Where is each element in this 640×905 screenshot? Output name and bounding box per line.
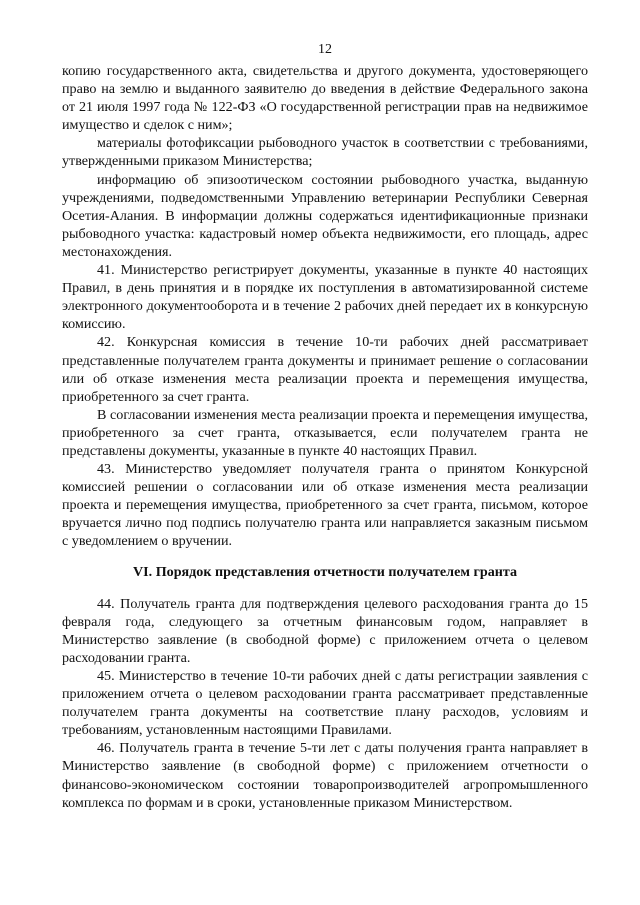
paragraph-refusal: В согласовании изменения места реализации проекта и перемещения имущества, приобретенного за счет гранта, отказывается, если получателем гранта не представлены документы, указанные в пункте 40 настоящих Правил. bbox=[62, 406, 588, 459]
paragraph-42: 42. Конкурсная комиссия в течение 10-ти рабочих дней рассматривает представленные получателем гранта документы и принимает решение о согласовании или об отказе изменения места реализации проекта и перемещения имущества, приобретенного за счет гранта. bbox=[62, 334, 588, 405]
page-number: 12 bbox=[318, 42, 332, 57]
paragraph-land-act-copy: копию государственного акта, свидетельства и другого документа, удостоверяющего право на землю и выданного заявителю до введения в действие Федерального закона от 21 июля 1997 года № 122-ФЗ «О государственной регистрации прав на недвижимое имущество и сделок с ним»; bbox=[62, 63, 588, 134]
paragraph-44: 44. Получатель гранта для подтверждения целевого расходования гранта до 15 февраля года, следующего за отчетным финансовым годом, направляет в Министерство заявление (в свободной форме) с приложением отчета о целевом расходовании гранта. bbox=[62, 595, 588, 666]
paragraph-41: 41. Министерство регистрирует документы, указанные в пункте 40 настоящих Правил, в день принятия и в порядке их поступления в автоматизированной системе электронного документооборота и в течение 2 рабочих дней передает их в конкурсную комиссию. bbox=[62, 262, 588, 333]
paragraph-43: 43. Министерство уведомляет получателя гранта о принятом Конкурсной комиссией решении о согласовании или об отказе изменения места реализации проекта и перемещения имущества, приобретенного за счет гранта, письмом, которое вручается лично под подпись получателю гранта или направляется заказным письмом с уведомлением о вручении. bbox=[62, 461, 588, 550]
paragraph-46: 46. Получатель гранта в течение 5-ти лет с даты получения гранта направляет в Министерство заявление (в свободной форме) с приложением отчетности о финансово-экономическом состоянии товаропроизводителей агропромышленного комплекса по формам и в сроки, установленные приказом Министерством. bbox=[62, 740, 588, 811]
paragraph-epizootic-info: информацию об эпизоотическом состоянии рыбоводного участка, выданную учреждениями, подведомственными Управлению ветеринарии Республики Северная Осетия-Алания. В информации должны содержаться идентификационные признаки рыбоводного участка: кадастровый номер объекта недвижимости, его площадь, адрес местонахождения. bbox=[62, 171, 588, 260]
section-heading: VI. Порядок представления отчетности получателем гранта bbox=[132, 563, 517, 580]
paragraph-45: 45. Министерство в течение 10-ти рабочих дней с даты регистрации заявления с приложением отчета о целевом расходовании гранта рассматривает представленные получателем гранта документы на соответствие плану расходов, условиям и требованиям, установленным настоящими Правилами. bbox=[62, 668, 588, 739]
paragraph-photo-materials: материалы фотофиксации рыбоводного участок в соответствии с требованиями, утвержденными приказом Министерства; bbox=[62, 135, 588, 170]
document-body bbox=[62, 62, 588, 812]
